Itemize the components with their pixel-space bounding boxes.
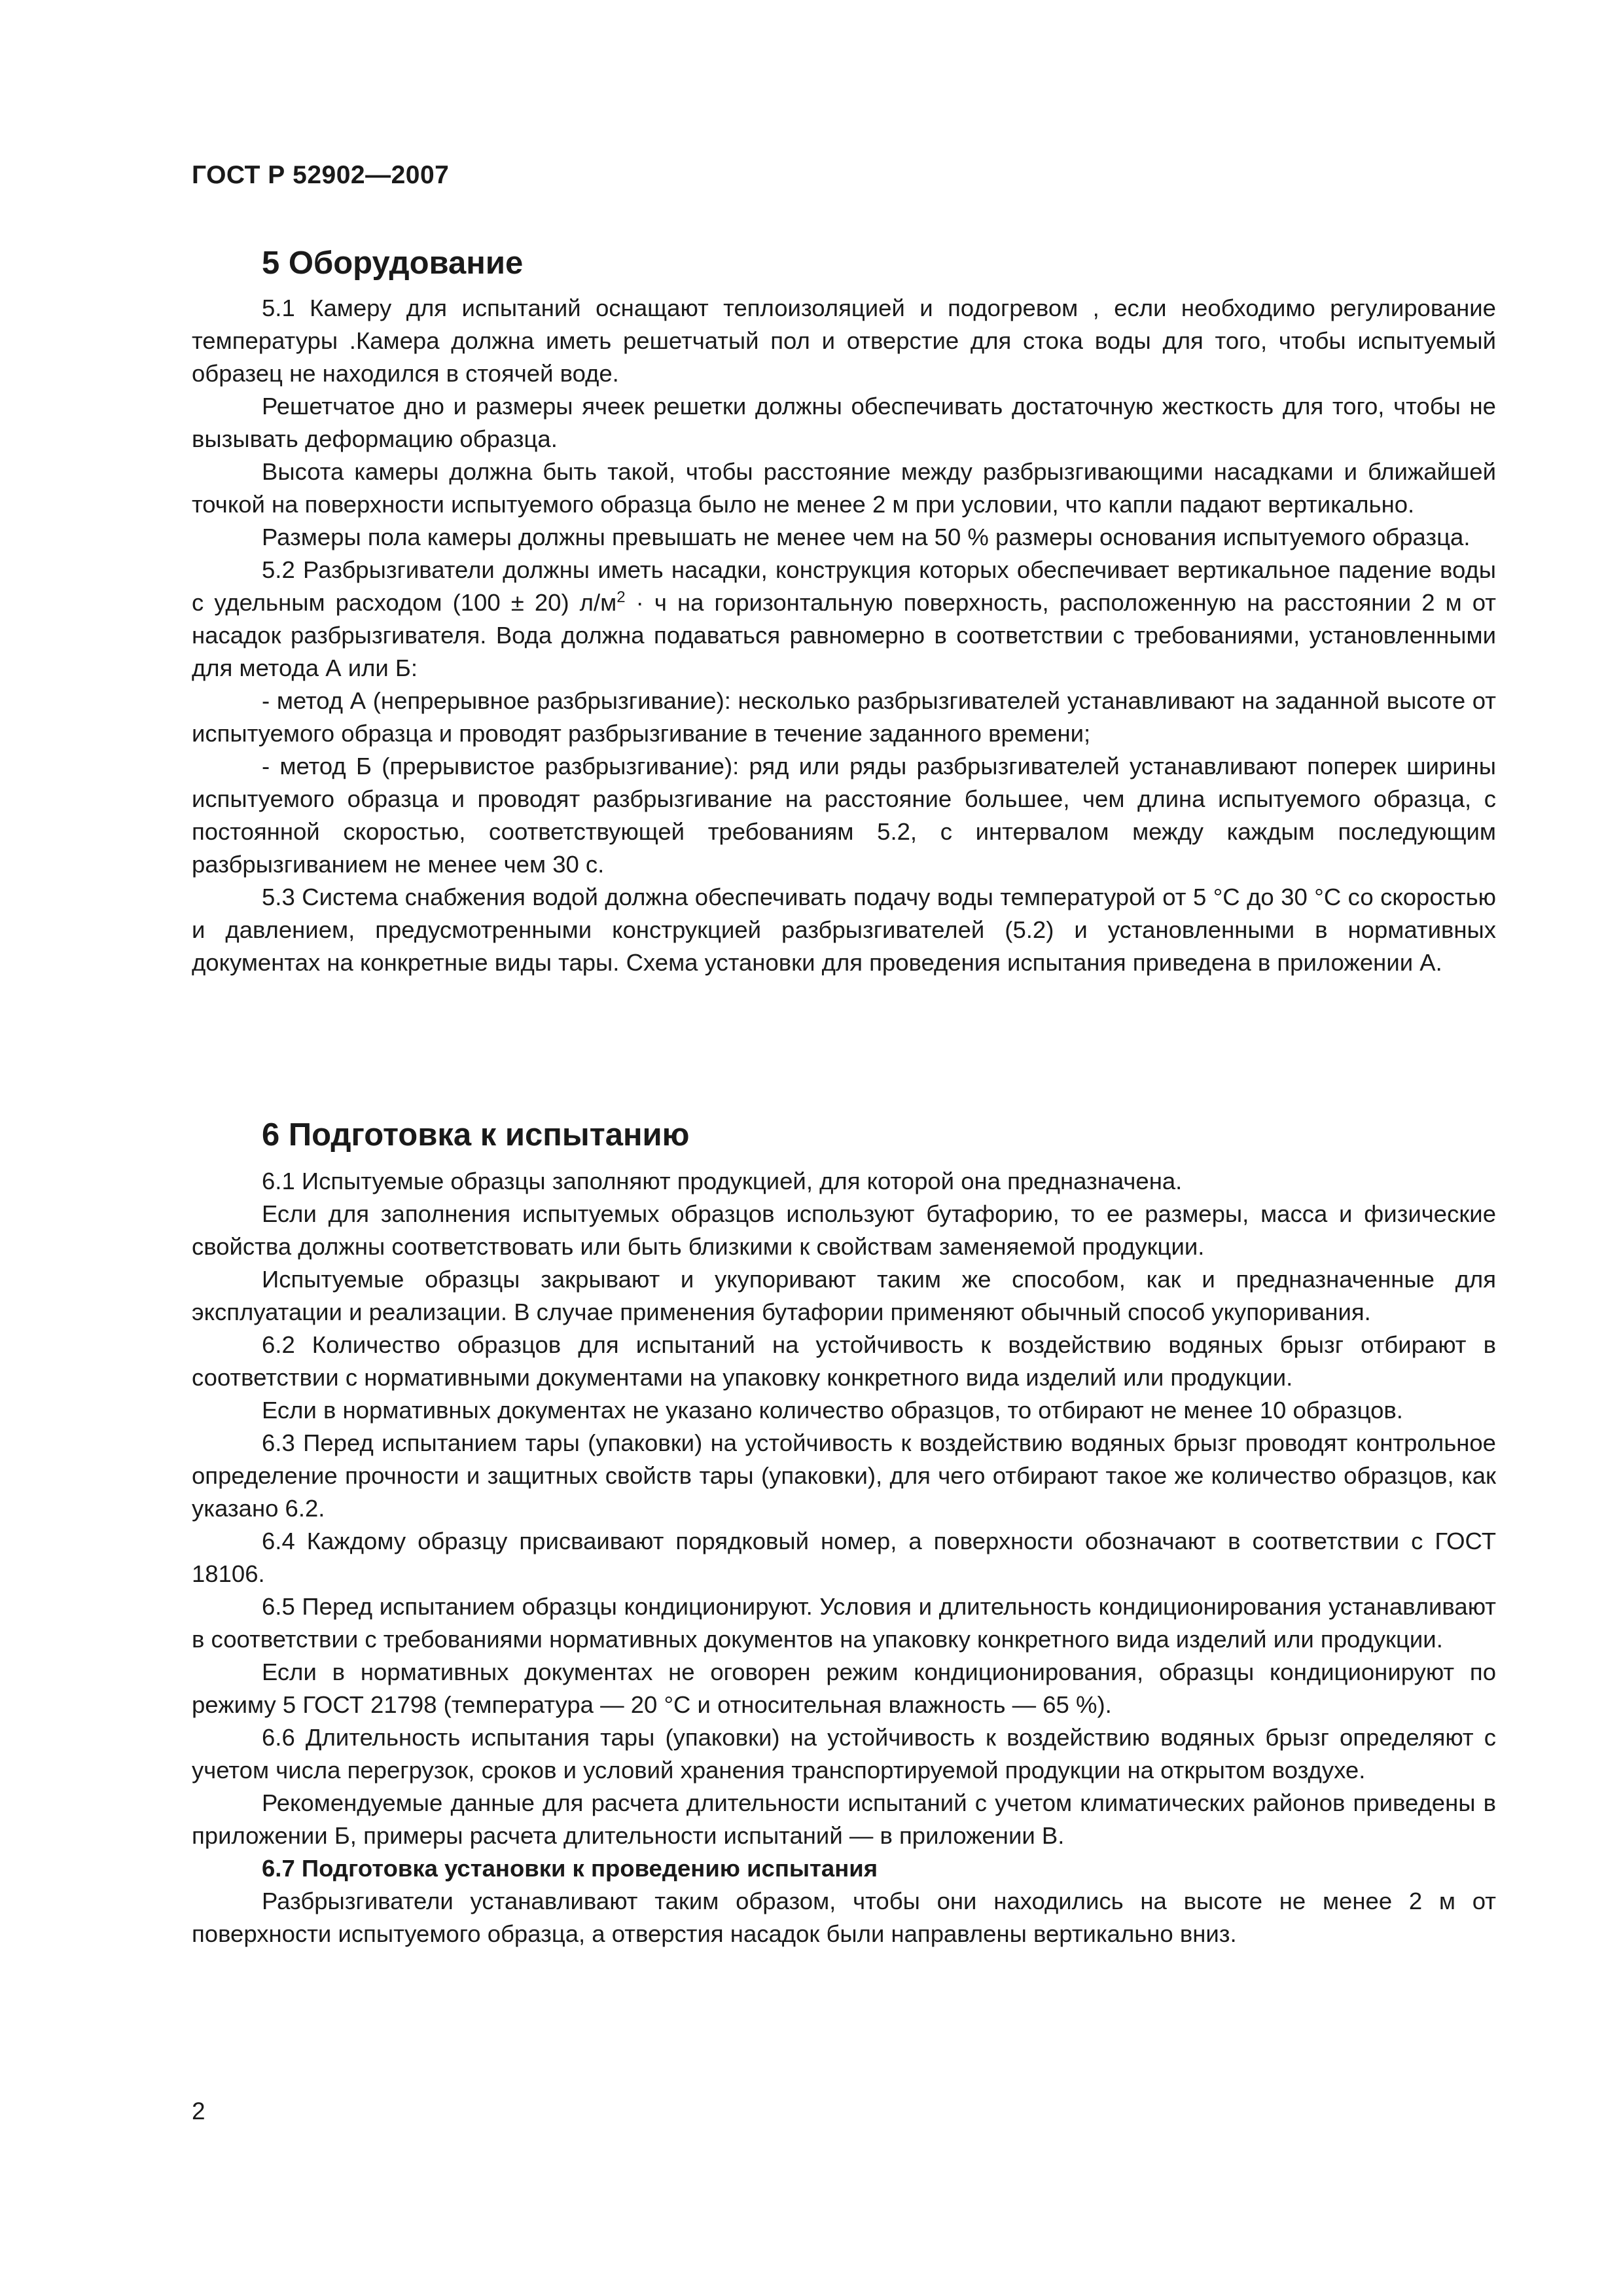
paragraph-6-2: 6.2 Количество образцов для испытаний на устойчивость к воздействию водяных брызг отбирают в соответствии с нормативными документами на упаковку конкретного вида изделий или продукции. bbox=[192, 1331, 1496, 1391]
paragraph-method-b: - метод Б (прерывистое разбрызгивание): ряд или ряды разбрызгивателей устанавливают поперек ширины испытуемого образца и проводят разбрызгивание на расстояние большее, чем длина испытуемого образца, с постоянной скоростью, соответствующей требованиям 5.2, с интервалом между каждым последующим разбрызгиванием не менее чем 30 с. bbox=[192, 753, 1496, 878]
paragraph-5-1-floor: Размеры пола камеры должны превышать не менее чем на 50 % размеры основания испытуемого образца. bbox=[262, 524, 1471, 550]
paragraph-method-a: - метод А (непрерывное разбрызгивание): несколько разбрызгивателей устанавливают на заданной высоте от испытуемого образца и проводят разбрызгивание в течение заданного времени; bbox=[192, 687, 1496, 747]
paragraph-5-1-height: Высота камеры должна быть такой, чтобы расстояние между разбрызгивающими насадками и ближайшей точкой на поверхности испытуемого образца было не менее 2 м при условии, что капли падают вертикально. bbox=[192, 458, 1496, 518]
paragraph-6-5-mode: Если в нормативных документах не оговорен режим кондиционирования, образцы кондиционируют по режиму 5 ГОСТ 21798 (температура — 20 °С и относительная влажность — 65 %). bbox=[192, 1659, 1496, 1718]
subsection-6-7-title: 6.7 Подготовка установки к проведению испытания bbox=[262, 1855, 878, 1882]
page-number: 2 bbox=[192, 2098, 205, 2125]
paragraph-6-1-props: Если для заполнения испытуемых образцов используют бутафорию, то ее размеры, масса и физические свойства должны соответствовать или быть близкими к свойствам заменяемой продукции. bbox=[192, 1200, 1496, 1260]
paragraph-6-2-count: Если в нормативных документах не указано количество образцов, то отбирают не менее 10 образцов. bbox=[262, 1397, 1403, 1424]
paragraph-5-2-part2: · ч на горизонтальную поверхность, расположенную на расстоянии 2 м от насадок разбрызгивателя. Вода должна подаваться равномерно в соответствии с требованиями, установленными для метода А или Б: bbox=[192, 589, 1496, 681]
paragraph-5-2-part1: 5.2 Разбрызгиватели должны иметь насадки, конструкция которых обеспечивает вертикальное падение воды с удельным расходом (100 ± 20) л/м bbox=[192, 556, 1496, 616]
paragraph-6-1: 6.1 Испытуемые образцы заполняют продукцией, для которой она предназначена. bbox=[262, 1168, 1183, 1194]
paragraph-6-6-recommended: Рекомендуемые данные для расчета длительности испытаний с учетом климатических районов приведены в приложении Б, примеры расчета длительности испытаний — в приложении В. bbox=[192, 1789, 1496, 1849]
section-5 bbox=[192, 241, 1496, 979]
paragraph-5-3: 5.3 Система снабжения водой должна обеспечивать подачу воды температурой от 5 °С до 30 °С со скоростью и давлением, предусмотренными конструкцией разбрызгивателей (5.2) и установленными в нормативных документах на конкретные виды тары. Схема установки для проведения испытания приведена в приложении А. bbox=[192, 884, 1496, 976]
paragraph-5-1: 5.1 Камеру для испытаний оснащают теплоизоляцией и подогревом , если необходимо регулирование температуры .Камера должна иметь решетчатый пол и отверстие для стока воды для того, чтобы испытуемый образец не находился в стоячей воде. bbox=[192, 295, 1496, 387]
section-6-title: 6 Подготовка к испытанию bbox=[262, 1117, 690, 1153]
paragraph-5-1-grid: Решетчатое дно и размеры ячеек решетки должны обеспечивать достаточную жесткость для того, чтобы не вызывать деформацию образца. bbox=[192, 393, 1496, 452]
paragraph-6-7: Разбрызгиватели устанавливают таким образом, чтобы они находились на высоте не менее 2 м от поверхности испытуемого образца, а отверстия насадок были направлены вертикально вниз. bbox=[192, 1888, 1496, 1947]
section-6 bbox=[192, 1113, 1496, 1950]
paragraph-6-1-closing: Испытуемые образцы закрывают и укупоривают таким же способом, как и предназначенные для эксплуатации и реализации. В случае применения бутафории применяют обычный способ укупоривания. bbox=[192, 1266, 1496, 1325]
paragraph-6-6: 6.6 Длительность испытания тары (упаковки) на устойчивость к воздействию водяных брызг определяют с учетом числа перегрузок, сроков и условий хранения транспортируемой продукции на открытом воздухе. bbox=[192, 1724, 1496, 1784]
paragraph-6-4: 6.4 Каждому образцу присваивают порядковый номер, а поверхности обозначают в соответствии с ГОСТ 18106. bbox=[192, 1528, 1496, 1587]
section-5-title: 5 Оборудование bbox=[262, 245, 524, 281]
paragraph-5-2 bbox=[192, 554, 1496, 685]
standard-id: ГОСТ Р 52902—2007 bbox=[192, 161, 450, 189]
paragraph-6-5: 6.5 Перед испытанием образцы кондиционируют. Условия и длительность кондиционирования устанавливают в соответствии с требованиями нормативных документов на упаковку конкретного вида изделий или продукции. bbox=[192, 1593, 1496, 1653]
paragraph-6-3: 6.3 Перед испытанием тары (упаковки) на устойчивость к воздействию водяных брызг проводят контрольное определение прочности и защитных свойств тары (упаковки), для чего отбирают такое же количество образцов, как указано 6.2. bbox=[192, 1429, 1496, 1522]
squared-superscript: 2 bbox=[616, 588, 626, 606]
